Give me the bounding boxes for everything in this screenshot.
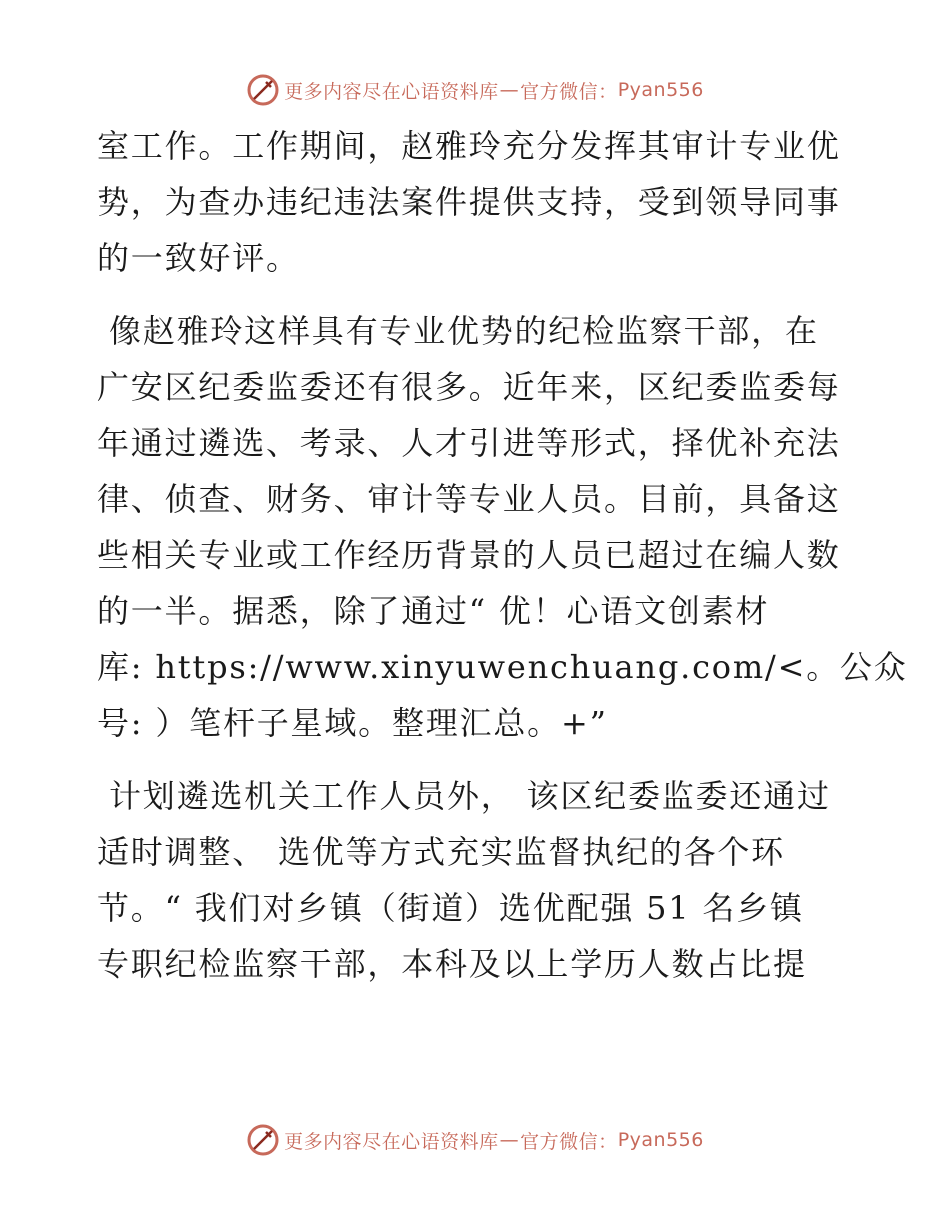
banner-wechat-id: Pyan556 xyxy=(617,1129,704,1151)
text-line: 年通过遴选、考录、人才引进等形式，择优补充法 xyxy=(97,424,841,462)
text-line: 些相关专业或工作经历背景的人员已超过在编人数 xyxy=(97,536,841,574)
text-line: 的一致好评。 xyxy=(97,239,300,277)
document-body xyxy=(97,118,908,992)
text-line: 像赵雅玲这样具有专业优势的纪检监察干部，在 xyxy=(97,312,819,350)
text-line: 适时调整、 选优等方式充实监督执纪的各个环 xyxy=(97,833,785,871)
footer-watermark xyxy=(0,1120,950,1160)
text-line-url: 库: https://www.xinyuwenchuang.com/<。公众 xyxy=(97,648,908,686)
banner-text: 更多内容尽在心语资料库 xyxy=(284,1130,499,1153)
text-line: 节。“ 我们对乡镇（街道）选优配强 51 名乡镇 xyxy=(97,889,804,927)
text-line: 专职纪检监察干部，本科及以上学历人数占比提 xyxy=(97,945,807,983)
text-line: 的一半。据悉，除了通过“ 优！心语文创素材 xyxy=(97,592,770,630)
header-watermark xyxy=(0,70,950,110)
text-line: 室工作。工作期间，赵雅玲充分发挥其审计专业优 xyxy=(97,127,841,165)
banner-wechat-label: 官方微信： xyxy=(520,1130,618,1153)
quill-logo-icon xyxy=(246,1123,280,1157)
banner-separator: — xyxy=(499,1129,520,1151)
text-line: 势，为查办违纪违法案件提供支持，受到领导同事 xyxy=(97,183,841,221)
paragraph xyxy=(97,118,857,286)
quill-logo-icon xyxy=(246,73,280,107)
text-line: 号: ）笔杆子星域。整理汇总。+” xyxy=(97,704,608,742)
banner-wechat-id: Pyan556 xyxy=(617,79,704,101)
text-line: 律、侦查、财务、审计等专业人员。目前，具备这 xyxy=(97,480,841,518)
paragraph xyxy=(97,303,908,751)
banner-separator: — xyxy=(499,79,520,101)
text-line: 计划遴选机关工作人员外， 该区纪委监委还通过 xyxy=(97,777,831,815)
text-line: 广安区纪委监委还有很多。近年来，区纪委监委每 xyxy=(97,368,841,406)
banner-text: 更多内容尽在心语资料库 xyxy=(284,80,499,103)
banner-wechat-label: 官方微信： xyxy=(520,80,618,103)
paragraph xyxy=(97,768,857,992)
